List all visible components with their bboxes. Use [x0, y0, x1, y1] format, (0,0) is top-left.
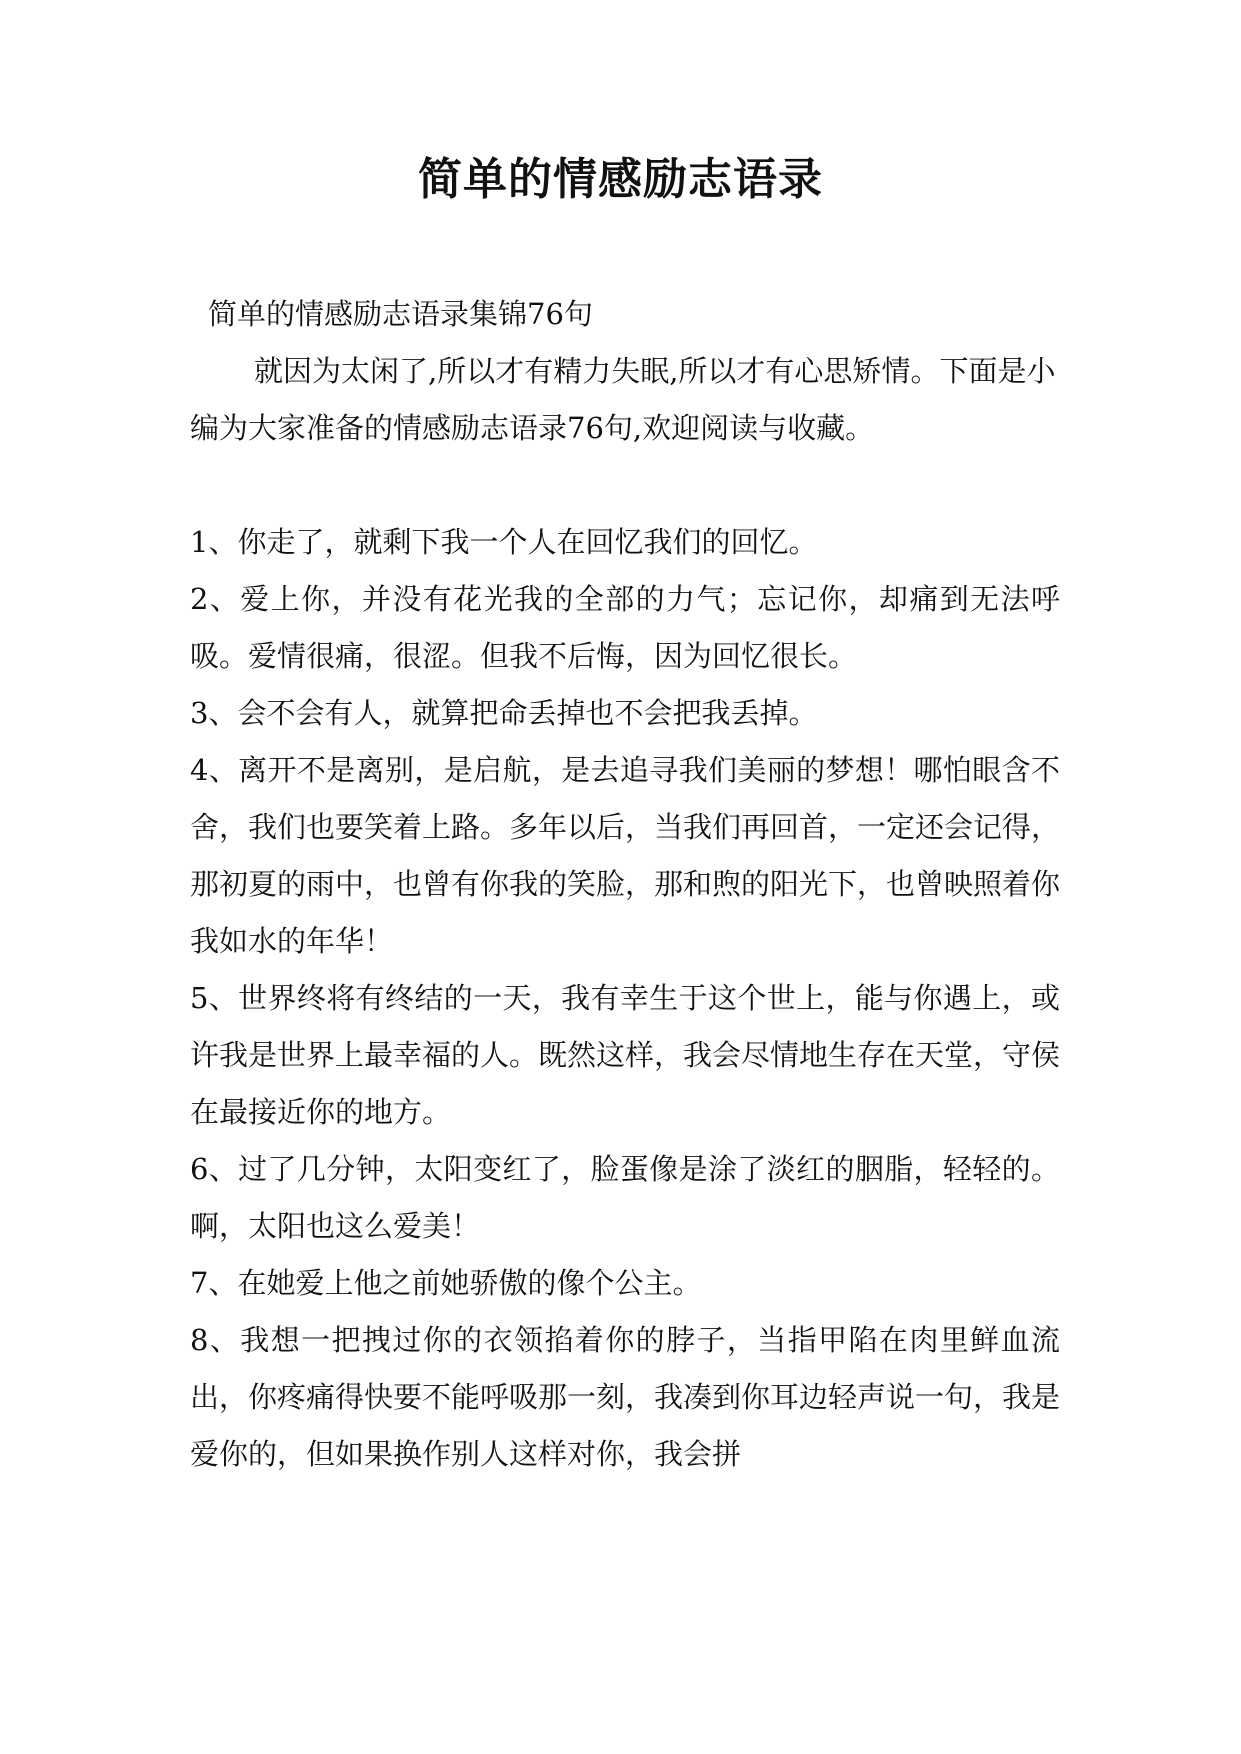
- quote-item: 5、世界终将有终结的一天，我有幸生于这个世上，能与你遇上，或许我是世界上最幸福的人。既然这样，我会尽情地生存在天堂，守侯在最接近你的地方。: [190, 981, 1061, 1129]
- quote-item: 6、过了几分钟，太阳变红了，脸蛋像是涂了淡红的胭脂，轻轻的。啊，太阳也这么爱美！: [190, 1152, 1060, 1243]
- quote-item: 4、离开不是离别，是启航，是去追寻我们美丽的梦想！哪怕眼含不舍，我们也要笑着上路。多年以后，当我们再回首，一定还会记得，那初夏的雨中，也曾有你我的笑脸，那和煦的阳光下，也曾映照着你我如水的年华！: [190, 753, 1061, 958]
- document-title: 简单的情感励志语录: [418, 154, 823, 205]
- quote-item: 2、爱上你，并没有花光我的全部的力气；忘记你，却痛到无法呼吸。爱情很痛，很涩。但我不后悔，因为回忆很长。: [190, 582, 1060, 673]
- document-body: [190, 286, 1060, 1483]
- quote-item: 3、会不会有人，就算把命丢掉也不会把我丢掉。: [190, 696, 818, 730]
- quote-item: 7、在她爱上他之前她骄傲的像个公主。: [190, 1266, 702, 1300]
- document-subtitle: 简单的情感励志语录集锦76句: [208, 297, 593, 331]
- quote-item: 8、我想一把拽过你的衣领掐着你的脖子，当指甲陷在肉里鲜血流出，你疼痛得快要不能呼吸那一刻，我凑到你耳边轻声说一句，我是爱你的，但如果换作别人这样对你，我会拼: [190, 1323, 1061, 1471]
- quote-item: 1、你走了，就剩下我一个人在回忆我们的回忆。: [190, 525, 818, 559]
- paragraph-spacer: [190, 457, 1060, 514]
- intro-paragraph: 就因为太闲了,所以才有精力失眠,所以才有心思矫情。下面是小编为大家准备的情感励志语录76句,欢迎阅读与收藏。: [190, 354, 1056, 445]
